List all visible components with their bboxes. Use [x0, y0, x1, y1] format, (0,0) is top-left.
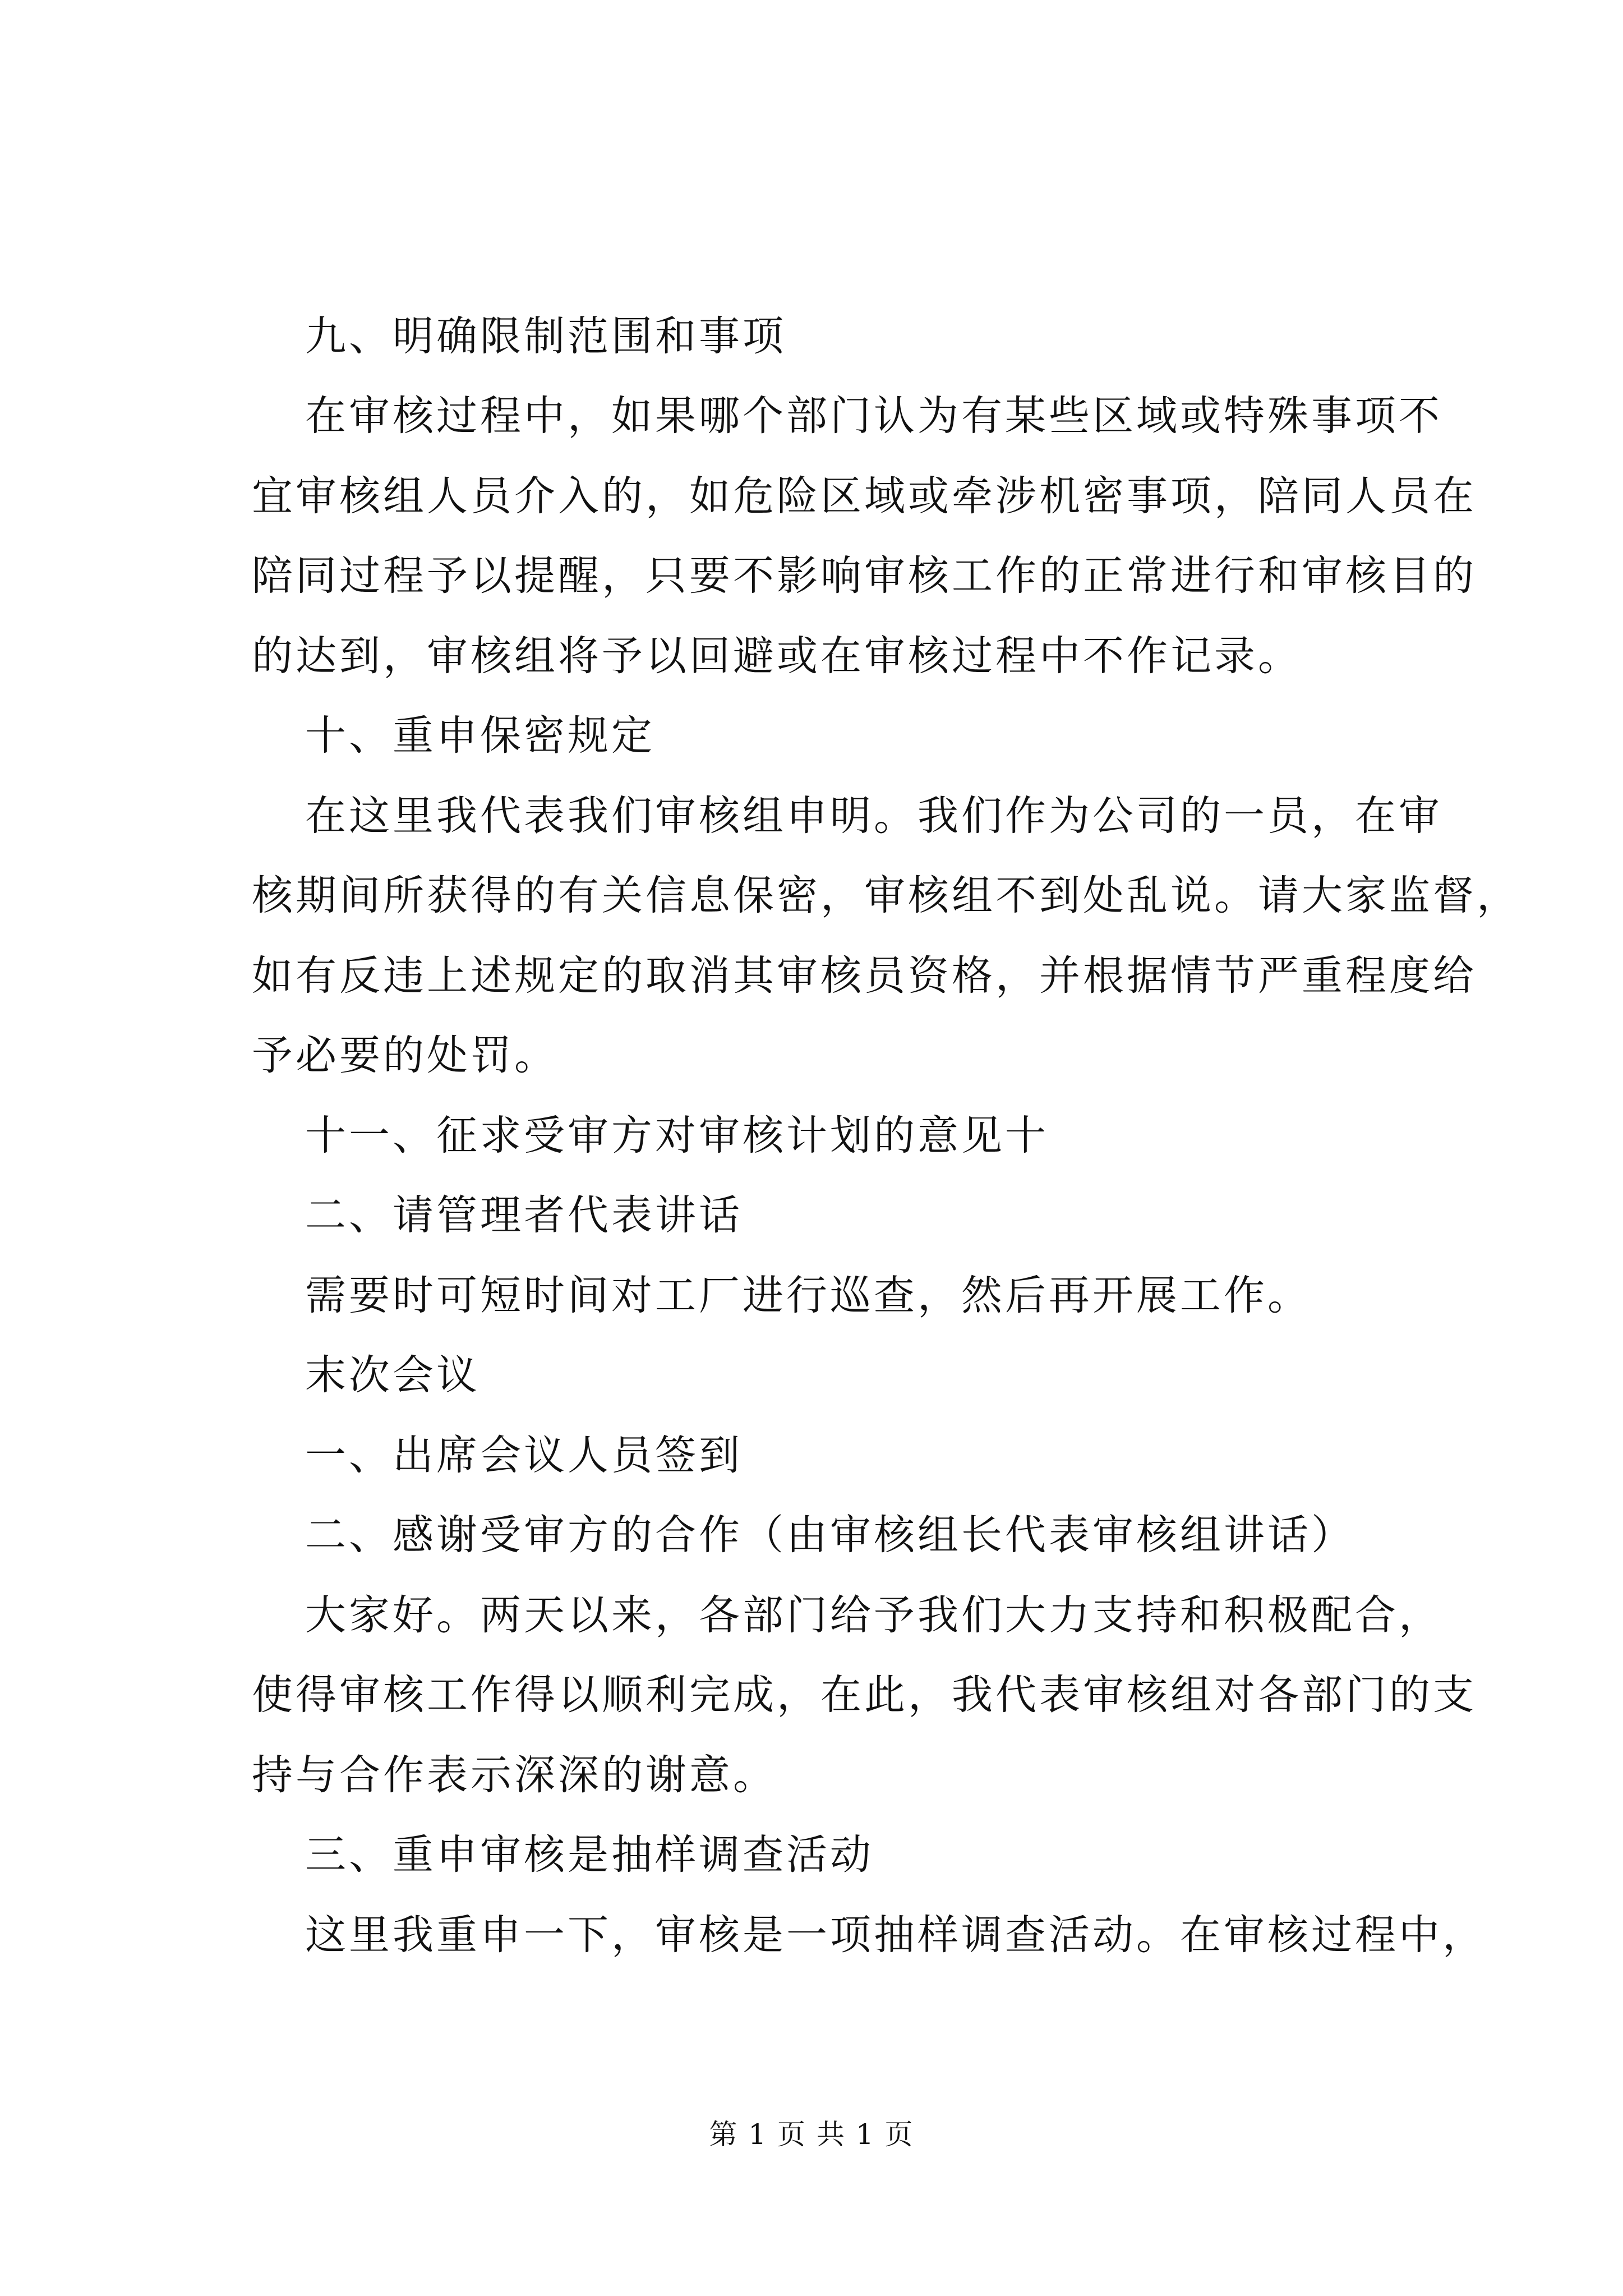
paragraph-line: 大家好。两天以来，各部门给予我们大力支持和积极配合， — [305, 1591, 1442, 1639]
section-heading-1: 一、出席会议人员签到 — [305, 1432, 743, 1479]
paragraph-line: 使得审核工作得以顺利完成，在此，我代表审核组对各部门的支 — [252, 1671, 1477, 1719]
paragraph-line: 宜审核组人员介入的，如危险区域或牵涉机密事项，陪同人员在 — [252, 472, 1477, 520]
paragraph-line: 如有反违上述规定的取消其审核员资格，并根据情节严重程度给 — [252, 952, 1477, 1000]
section-heading-9: 九、明确限制范围和事项 — [305, 312, 786, 360]
paragraph-line: 在这里我代表我们审核组申明。我们作为公司的一员，在审 — [305, 792, 1442, 840]
paragraph-line: 持与合作表示深深的谢意。 — [252, 1751, 777, 1799]
section-heading-10: 十、重申保密规定 — [305, 712, 655, 760]
paragraph-line: 这里我重申一下，审核是一项抽样调查活动。在审核过程中， — [305, 1911, 1486, 1959]
paragraph-line: 的达到，审核组将予以回避或在审核过程中不作记录。 — [252, 632, 1302, 680]
section-heading-11: 十一、征求受审方对审核计划的意见十 — [305, 1112, 1049, 1159]
paragraph-line: 予必要的处罚。 — [252, 1032, 558, 1079]
section-heading-3: 三、重申审核是抽样调查活动 — [305, 1831, 874, 1879]
paragraph-line: 需要时可短时间对工厂进行巡查，然后再开展工作。 — [305, 1272, 1311, 1319]
section-heading-12: 二、请管理者代表讲话 — [305, 1191, 743, 1239]
paragraph-line: 在审核过程中，如果哪个部门认为有某些区域或特殊事项不 — [305, 392, 1442, 440]
section-heading-2: 二、感谢受审方的合作（由审核组长代表审核组讲话） — [305, 1511, 1355, 1559]
paragraph-line: 陪同过程予以提醒，只要不影响审核工作的正常进行和审核目的 — [252, 552, 1477, 600]
section-title-closing-meeting: 末次会议 — [305, 1351, 480, 1399]
paragraph-line: 核期间所获得的有关信息保密，审核组不到处乱说。请大家监督， — [252, 872, 1520, 919]
page-footer: 第 1 页 共 1 页 — [709, 2118, 914, 2151]
